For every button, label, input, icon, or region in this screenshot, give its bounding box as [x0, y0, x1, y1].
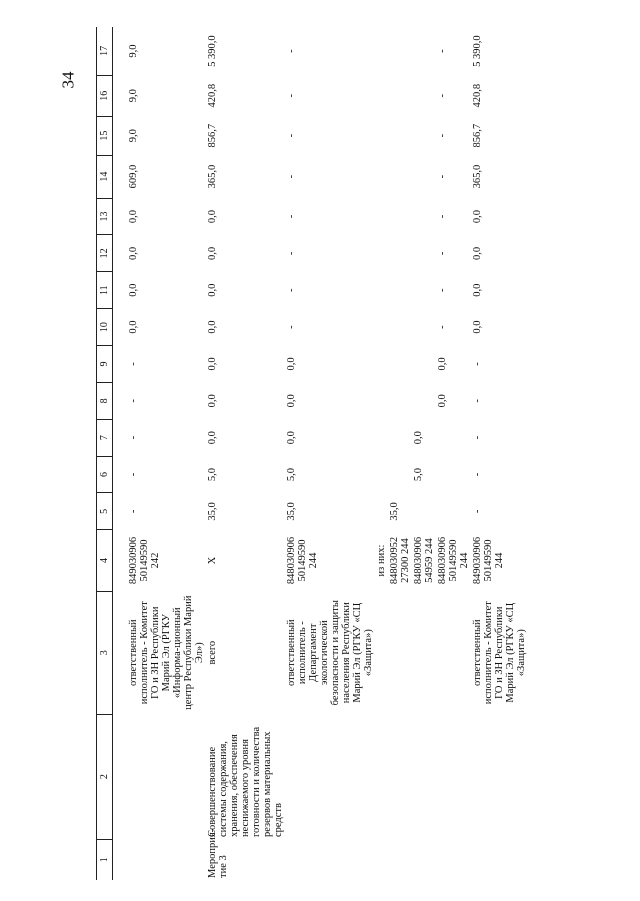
- event-name-cell: [471, 839, 528, 880]
- executor-cell: [412, 591, 436, 714]
- column-header-5: 5: [97, 493, 113, 530]
- value-cell: -: [472, 435, 483, 440]
- column-header-15: 15: [97, 116, 113, 155]
- value-cell: [375, 419, 388, 456]
- value-cell: 5,0: [413, 467, 424, 482]
- budget-code-cell: из них:: [376, 544, 387, 577]
- value-cell: 5 390,0: [207, 35, 218, 67]
- value-cell: [375, 116, 388, 155]
- column-header-4: 4: [97, 530, 113, 591]
- value-cell: 0,0: [207, 320, 218, 334]
- value-cell: 9,0: [128, 129, 139, 143]
- value-cell: -: [286, 214, 297, 219]
- value-cell: [388, 198, 412, 235]
- value-cell: 0,0: [437, 394, 448, 408]
- column-header-8: 8: [97, 382, 113, 419]
- value-cell: 0,0: [207, 246, 218, 260]
- value-cell: [388, 382, 412, 419]
- value-cell: [436, 493, 471, 530]
- event-name-cell: Мероприя-тие 3: [207, 828, 229, 878]
- value-cell: -: [128, 472, 139, 477]
- value-cell: [375, 235, 388, 272]
- budget-code-cell: 849030906 50149590 244: [472, 536, 505, 585]
- event-description-cell: [285, 714, 375, 839]
- value-cell: 0,0: [207, 431, 218, 445]
- value-cell: [375, 75, 388, 116]
- value-cell: -: [437, 325, 448, 329]
- value-cell: 0,0: [128, 283, 139, 297]
- value-cell: 0,0: [286, 357, 297, 371]
- value-cell: 0,0: [437, 357, 448, 371]
- value-cell: -: [286, 325, 297, 329]
- event-name-cell: [285, 839, 375, 880]
- event-description-cell: [412, 714, 436, 839]
- value-cell: [412, 309, 436, 346]
- value-cell: -: [286, 251, 297, 256]
- executor-cell: [388, 591, 412, 714]
- value-cell: 5 390,0: [472, 35, 483, 67]
- value-cell: [412, 272, 436, 309]
- value-cell: [412, 198, 436, 235]
- executor-cell: всего: [207, 640, 218, 665]
- value-cell: -: [437, 214, 448, 219]
- value-cell: -: [286, 174, 297, 179]
- value-cell: 420,8: [472, 83, 483, 108]
- value-cell: [412, 382, 436, 419]
- value-cell: [388, 155, 412, 198]
- value-cell: [388, 419, 412, 456]
- rotated-table-container: [0, 27, 640, 880]
- value-cell: [412, 116, 436, 155]
- table-row: [388, 27, 412, 880]
- value-cell: 856,7: [472, 123, 483, 148]
- column-header-12: 12: [97, 235, 113, 272]
- value-cell: [388, 235, 412, 272]
- value-cell: [388, 272, 412, 309]
- value-cell: [375, 382, 388, 419]
- budget-code-cell: 848030906 54959 244: [413, 536, 435, 585]
- value-cell: -: [437, 251, 448, 256]
- value-cell: 0,0: [128, 246, 139, 260]
- value-cell: [388, 309, 412, 346]
- column-header-17: 17: [97, 27, 113, 75]
- table-row: [375, 27, 388, 880]
- event-name-cell: [388, 839, 412, 880]
- value-cell: [412, 27, 436, 75]
- value-cell: [388, 346, 412, 383]
- event-name-cell: [127, 839, 206, 880]
- value-cell: 0,0: [207, 209, 218, 224]
- table-row: [206, 27, 285, 880]
- value-cell: 35,0: [389, 502, 400, 521]
- value-cell: -: [437, 288, 448, 292]
- value-cell: 0,0: [472, 283, 483, 297]
- value-cell: 0,0: [207, 283, 218, 297]
- spacer-row: [113, 27, 128, 880]
- value-cell: [388, 27, 412, 75]
- value-cell: [375, 346, 388, 383]
- value-cell: 5,0: [207, 467, 218, 482]
- column-header-2: 2: [97, 714, 113, 839]
- table-row: [412, 27, 436, 880]
- table-row: [127, 27, 206, 880]
- column-header-16: 16: [97, 75, 113, 116]
- column-header-13: 13: [97, 198, 113, 235]
- value-cell: -: [437, 133, 448, 138]
- event-description-cell: [471, 714, 528, 839]
- value-cell: 0,0: [207, 357, 218, 371]
- value-cell: -: [286, 93, 297, 98]
- value-cell: -: [472, 472, 483, 477]
- event-name-cell: [375, 839, 388, 880]
- value-cell: [375, 27, 388, 75]
- value-cell: 365,0: [207, 164, 218, 189]
- value-cell: -: [128, 399, 139, 403]
- value-cell: -: [472, 399, 483, 403]
- value-cell: 420,8: [207, 83, 218, 108]
- value-cell: -: [286, 133, 297, 138]
- value-cell: [412, 235, 436, 272]
- budget-code-cell: 848030906 50149590 244: [286, 536, 319, 585]
- value-cell: 5,0: [286, 467, 297, 482]
- column-header-6: 6: [97, 456, 113, 493]
- value-cell: -: [128, 362, 139, 366]
- value-cell: -: [286, 288, 297, 292]
- value-cell: 609,0: [128, 164, 139, 189]
- value-cell: 365,0: [472, 164, 483, 189]
- column-header-3: 3: [97, 591, 113, 714]
- value-cell: 0,0: [286, 394, 297, 408]
- budget-code-cell: X: [207, 556, 218, 565]
- value-cell: [412, 346, 436, 383]
- event-name-cell: [412, 839, 436, 880]
- column-header-10: 10: [97, 309, 113, 346]
- event-description-cell: [127, 714, 206, 839]
- value-cell: [375, 493, 388, 530]
- column-header-11: 11: [97, 272, 113, 309]
- column-header-14: 14: [97, 155, 113, 198]
- value-cell: 0,0: [286, 431, 297, 445]
- value-cell: -: [437, 93, 448, 98]
- value-cell: [375, 155, 388, 198]
- table-row: [436, 27, 471, 880]
- value-cell: 9,0: [128, 89, 139, 103]
- executor-cell: [375, 591, 388, 714]
- column-header-9: 9: [97, 346, 113, 383]
- value-cell: [375, 309, 388, 346]
- table-row: [471, 27, 528, 880]
- budget-code-cell: 849030906 50149590 242: [128, 536, 161, 585]
- value-cell: [436, 456, 471, 493]
- event-description-cell: [388, 714, 412, 839]
- column-header-7: 7: [97, 419, 113, 456]
- column-header-1: 1: [97, 839, 113, 880]
- value-cell: 0,0: [472, 320, 483, 334]
- event-name-cell: [436, 839, 471, 880]
- value-cell: 0,0: [207, 394, 218, 408]
- header-row: [97, 27, 113, 880]
- event-description-cell: Совершенствование системы содержания, хранения, обеспечения неснижаемого уровня готовности и количества резервов материальных средств: [207, 726, 284, 838]
- value-cell: 0,0: [128, 320, 139, 334]
- value-cell: 0,0: [128, 209, 139, 224]
- value-cell: -: [437, 174, 448, 179]
- event-description-cell: [436, 714, 471, 839]
- executor-cell: ответственный исполнитель - Департамент экологической безопасности и защиты населения Республики Марий Эл (РГКУ «СЦ «Защита»): [286, 600, 374, 706]
- value-cell: -: [472, 509, 483, 514]
- executor-cell: ответственный исполнитель - Комитет ГО и ЗН Республики Марий Эл (РГКУ «Информа-ционный центр Республики Марий Эл»): [128, 595, 205, 710]
- value-cell: -: [128, 435, 139, 440]
- value-cell: [412, 155, 436, 198]
- value-cell: [375, 198, 388, 235]
- value-cell: 0,0: [472, 209, 483, 224]
- value-cell: 0,0: [413, 431, 424, 445]
- value-cell: 0,0: [472, 246, 483, 260]
- value-cell: [388, 456, 412, 493]
- page-number: 34: [58, 71, 78, 89]
- value-cell: -: [472, 362, 483, 366]
- value-cell: 856,7: [207, 123, 218, 148]
- value-cell: [388, 75, 412, 116]
- value-cell: [375, 456, 388, 493]
- executor-cell: [436, 591, 471, 714]
- value-cell: 35,0: [286, 502, 297, 521]
- table-row: [285, 27, 375, 880]
- value-cell: 35,0: [207, 502, 218, 521]
- budget-code-cell: 848030906 50149590 244: [437, 536, 470, 585]
- value-cell: [412, 75, 436, 116]
- value-cell: [436, 419, 471, 456]
- event-description-cell: [375, 714, 388, 839]
- value-cell: [375, 272, 388, 309]
- value-cell: 9,0: [128, 44, 139, 58]
- value-cell: [412, 493, 436, 530]
- budget-table: [96, 27, 528, 880]
- value-cell: -: [128, 509, 139, 514]
- value-cell: -: [437, 49, 448, 53]
- budget-code-cell: 848030952 27300 244: [389, 536, 411, 585]
- value-cell: [388, 116, 412, 155]
- executor-cell: ответственный исполнитель - Комитет ГО и ЗН Республики Марий Эл (РГКУ «СЦ «Защита»): [472, 601, 527, 705]
- value-cell: -: [286, 49, 297, 53]
